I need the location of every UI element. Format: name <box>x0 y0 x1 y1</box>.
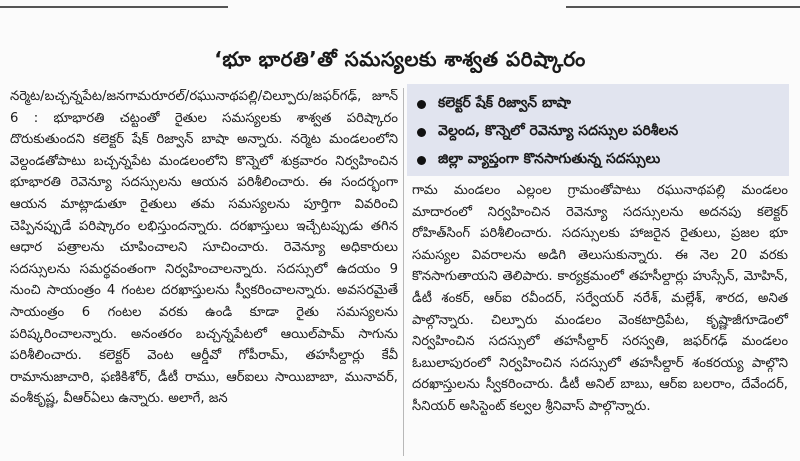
top-rule-left <box>0 6 228 8</box>
top-rule-right <box>566 6 800 8</box>
bullet-icon <box>417 156 426 165</box>
left-column-text: నర్మెట/బచ్చన్నపేట/జనగామరూరల్/రఘునాథపల్లి/చిల్పూరు/జఫర్‌గఢ్, జూన్ 6 : భూభారతి చట్టంతో రైతుల సమస్యలకు శాశ్వత పరిష్కారం దొరుకుతుందని కలెక్టర్ షేక్ రిజ్వాన్ బాషా అన్నారు. నర్మెట మండలంలోని వెల్దండతోపాటు బచ్చన్నపేట మండలంలోని కొన్నెలో శుక్రవారం నిర్వహించిన భూభారతి రెవెన్యూ సదస్సులను ఆయన పరిశీలించారు. ఈ సందర్భంగా ఆయన మాట్లాడుతూ రైతులు తమ సమస్యలను పూర్తిగా వివరించి చెప్పినప్పుడే పరిష్కారం లభిస్తుందన్నారు. దరఖాస్తులు ఇచ్చేటప్పుడు తగిన ఆధార పత్రాలను చూపించాలని సూచించారు. రెవెన్యూ అధికారులు సదస్సులను సమర్థవంతంగా నిర్వహించాలన్నారు. సదస్సులో ఉదయం 9 నుంచి సాయంత్రం 4 గంటల దరఖాస్తులను స్వీకరించాలన్నారు. అవసరమైతే సాయంత్రం 6 గంటల వరకు ఉండి కూడా రైతు సమస్యలను పరిష్కరించాలన్నారు. అనంతరం బచ్చన్నపేటలో ఆయిల్‌పామ్ సాగును పరిశీలించారు. కలెక్టర్ వెంట ఆర్డీవో గోపీరామ్, తహసీల్దార్లు కేవీ రామానుజాచారి, ఫణికిశోర్, డీటీ రాము, ఆర్‌ఐలు సాయిబాబా, మునావర్, వంశీకృష్ణ, వీఆర్‌ఏలు ఉన్నారు. అలాగే, జన <box>10 89 398 407</box>
right-column-text: గామ మండలం ఎల్లంల గ్రామంతోపాటు రఘునాథపల్లి మండలం మాదారంలో నిర్వహించిన రెవెన్యూ సదస్సులను అదనపు కలెక్టర్ రోహిత్‌సింగ్ పరిశీలించారు. సదస్సులకు హాజరైన రైతులు, ప్రజల భూ సమస్యల వివరాలను అడిగి తెలుసుకున్నారు. ఈ నెల 20 వరకు కొనసాగుతాయని తెలిపారు. కార్యక్రమంలో తహసీల్దార్లు హుస్సేన్, మోహిన్, డీటీ శంకర్, ఆర్‌ఐ రవీందర్, సర్వేయర్ నరేశ్, మల్లేశ్, శారద, అనిత పాల్గొన్నారు. చిల్పూరు మండలం వెంకటాద్రిపేట, కృష్ణాజీగూడెంలో నిర్వహించిన సదస్సులో తహసీల్దార్ సరస్వతి, జఫర్‌గఢ్ మండలం ఓబులాపురంలో నిర్వహించిన సదస్సులో తహసీల్దార్ శంకరయ్య పాల్గొని దరఖాస్తులను స్వీకరించారు. డీటీ అనిల్ బాబు, ఆర్‌ఐ బలరాం, దేవేందర్, సీనియర్ అసిస్టెంట్ కల్వల శ్రీనివాస్ పాల్గొన్నారు. <box>412 183 788 414</box>
highlight-text: వెల్దంద, కొన్నెలో రెవెన్యూ సదస్సుల పరిశీలన <box>438 122 679 139</box>
highlight-text: జిల్లా వ్యాప్తంగా కొనసాగుతున్న సదస్సులు <box>438 150 661 167</box>
column-divider <box>403 88 404 456</box>
bullet-icon <box>417 100 426 109</box>
highlights-box <box>407 84 789 176</box>
bullet-icon <box>417 128 426 137</box>
highlight-text: కలెక్టర్ షేక్ రిజ్వాన్ బాషా <box>438 94 571 111</box>
article-right-column <box>412 180 788 418</box>
highlight-item <box>417 118 789 146</box>
article-left-column <box>10 86 398 410</box>
highlight-item <box>417 90 789 118</box>
article-headline: ‘భూ భారతి’తో సమస్యలకు శాశ్వత పరిష్కారం <box>214 47 586 72</box>
highlight-item <box>417 146 789 174</box>
